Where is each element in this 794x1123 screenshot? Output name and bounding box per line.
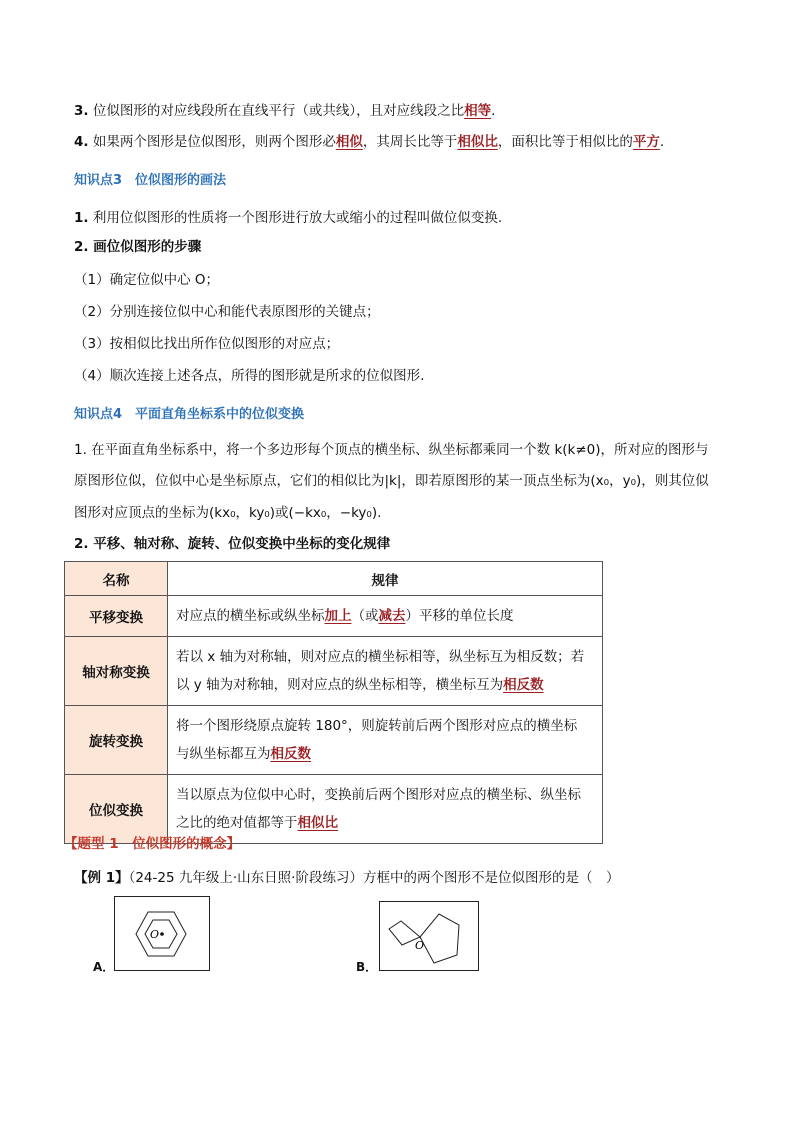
highlight-term: 相似 xyxy=(335,134,363,150)
row-name: 位似变换 xyxy=(65,775,168,844)
highlight-term: 平方 xyxy=(632,134,660,150)
option-a-label[interactable]: A． xyxy=(93,960,115,974)
item-number: 3. xyxy=(74,103,89,119)
step-4: （4）顺次连接上述各点，所得的图形就是所求的位似图形. xyxy=(74,368,425,384)
header-rule: 规律 xyxy=(168,562,603,596)
k3-paragraph-1: 1. 利用位似图形的性质将一个图形进行放大或缩小的过程叫做位似变换. xyxy=(74,210,503,226)
row-rule: 当以原点为位似中心时，变换前后两个图形对应点的横坐标、纵坐标 之比的绝对值都等于相似比 xyxy=(168,775,603,844)
option-b-figure[interactable] xyxy=(379,901,479,971)
header-name: 名称 xyxy=(65,562,168,596)
row-name: 旋转变换 xyxy=(65,706,168,775)
center-label: O xyxy=(415,939,425,952)
row-rule: 对应点的横坐标或纵坐标加上（或减去）平移的单位长度 xyxy=(168,596,603,637)
row-name: 轴对称变换 xyxy=(65,637,168,706)
table-row xyxy=(65,706,603,775)
k4-line-2: 原图形位似，位似中心是坐标原点，它们的相似比为|k|，即若原图形的某一顶点坐标为(x₀，y₀)，则其位似 xyxy=(74,473,709,489)
paragraph-3: 3. 位似图形的对应线段所在直线平行（或共线），且对应线段之比相等. xyxy=(74,103,496,119)
k3-subheading: 2. 画位似图形的步骤 xyxy=(74,239,202,255)
row-rule: 若以 x 轴为对称轴，则对应点的横坐标相等，纵坐标互为相反数；若 以 y 轴为对称轴，则对应点的纵坐标相等，横坐标互为相反数 xyxy=(168,637,603,706)
large-pentagon xyxy=(420,914,459,963)
step-3: （3）按相似比找出所作位似图形的对应点； xyxy=(74,336,340,352)
example-text: （24-25 九年级上·山东日照·阶段练习）方框中的两个图形不是位似图形的是（ ） xyxy=(128,870,620,886)
example-1 xyxy=(74,868,619,888)
question-type-heading: 【题型 1 位似图形的概念】 xyxy=(64,836,241,852)
k4-line-3: 图形对应顶点的坐标为(kx₀，ky₀)或(−kx₀，−ky₀). xyxy=(74,505,382,521)
center-point xyxy=(160,932,164,936)
example-label: 【例 1】 xyxy=(74,870,129,886)
table-row xyxy=(65,596,603,637)
table-row xyxy=(65,637,603,706)
center-label: O xyxy=(150,928,160,941)
option-b-label[interactable]: B． xyxy=(356,960,378,974)
row-rule: 将一个图形绕原点旋转 180°，则旋转前后两个图形对应点的横坐标 与纵坐标都互为相反数 xyxy=(168,706,603,775)
step-2: （2）分别连接位似中心和能代表原图形的关键点； xyxy=(74,304,380,320)
transform-rules-table xyxy=(64,561,603,844)
option-a-figure[interactable] xyxy=(114,896,210,971)
k4-subheading: 2. 平移、轴对称、旋转、位似变换中坐标的变化规律 xyxy=(74,536,391,552)
row-name: 平移变换 xyxy=(65,596,168,637)
item-number: 4. xyxy=(74,134,89,150)
text: 位似图形的对应线段所在直线平行（或共线），且对应线段之比 xyxy=(88,103,465,119)
k4-line-1: 1. 在平面直角坐标系中，将一个多边形每个顶点的横坐标、纵坐标都乘同一个数 k(k≠0)，所对应的图形与 xyxy=(74,442,709,458)
section-heading-4: 知识点4 平面直角坐标系中的位似变换 xyxy=(74,407,305,422)
step-1: （1）确定位似中心 O； xyxy=(74,272,220,288)
highlight-term: 相等 xyxy=(464,103,492,119)
highlight-term: 相似比 xyxy=(457,134,498,150)
paragraph-4: 4. 如果两个图形是位似图形，则两个图形必相似，其周长比等于相似比，面积比等于相似比的平方. xyxy=(74,134,665,150)
table-header-row xyxy=(65,562,603,596)
section-heading-3: 知识点3 位似图形的画法 xyxy=(74,173,227,188)
